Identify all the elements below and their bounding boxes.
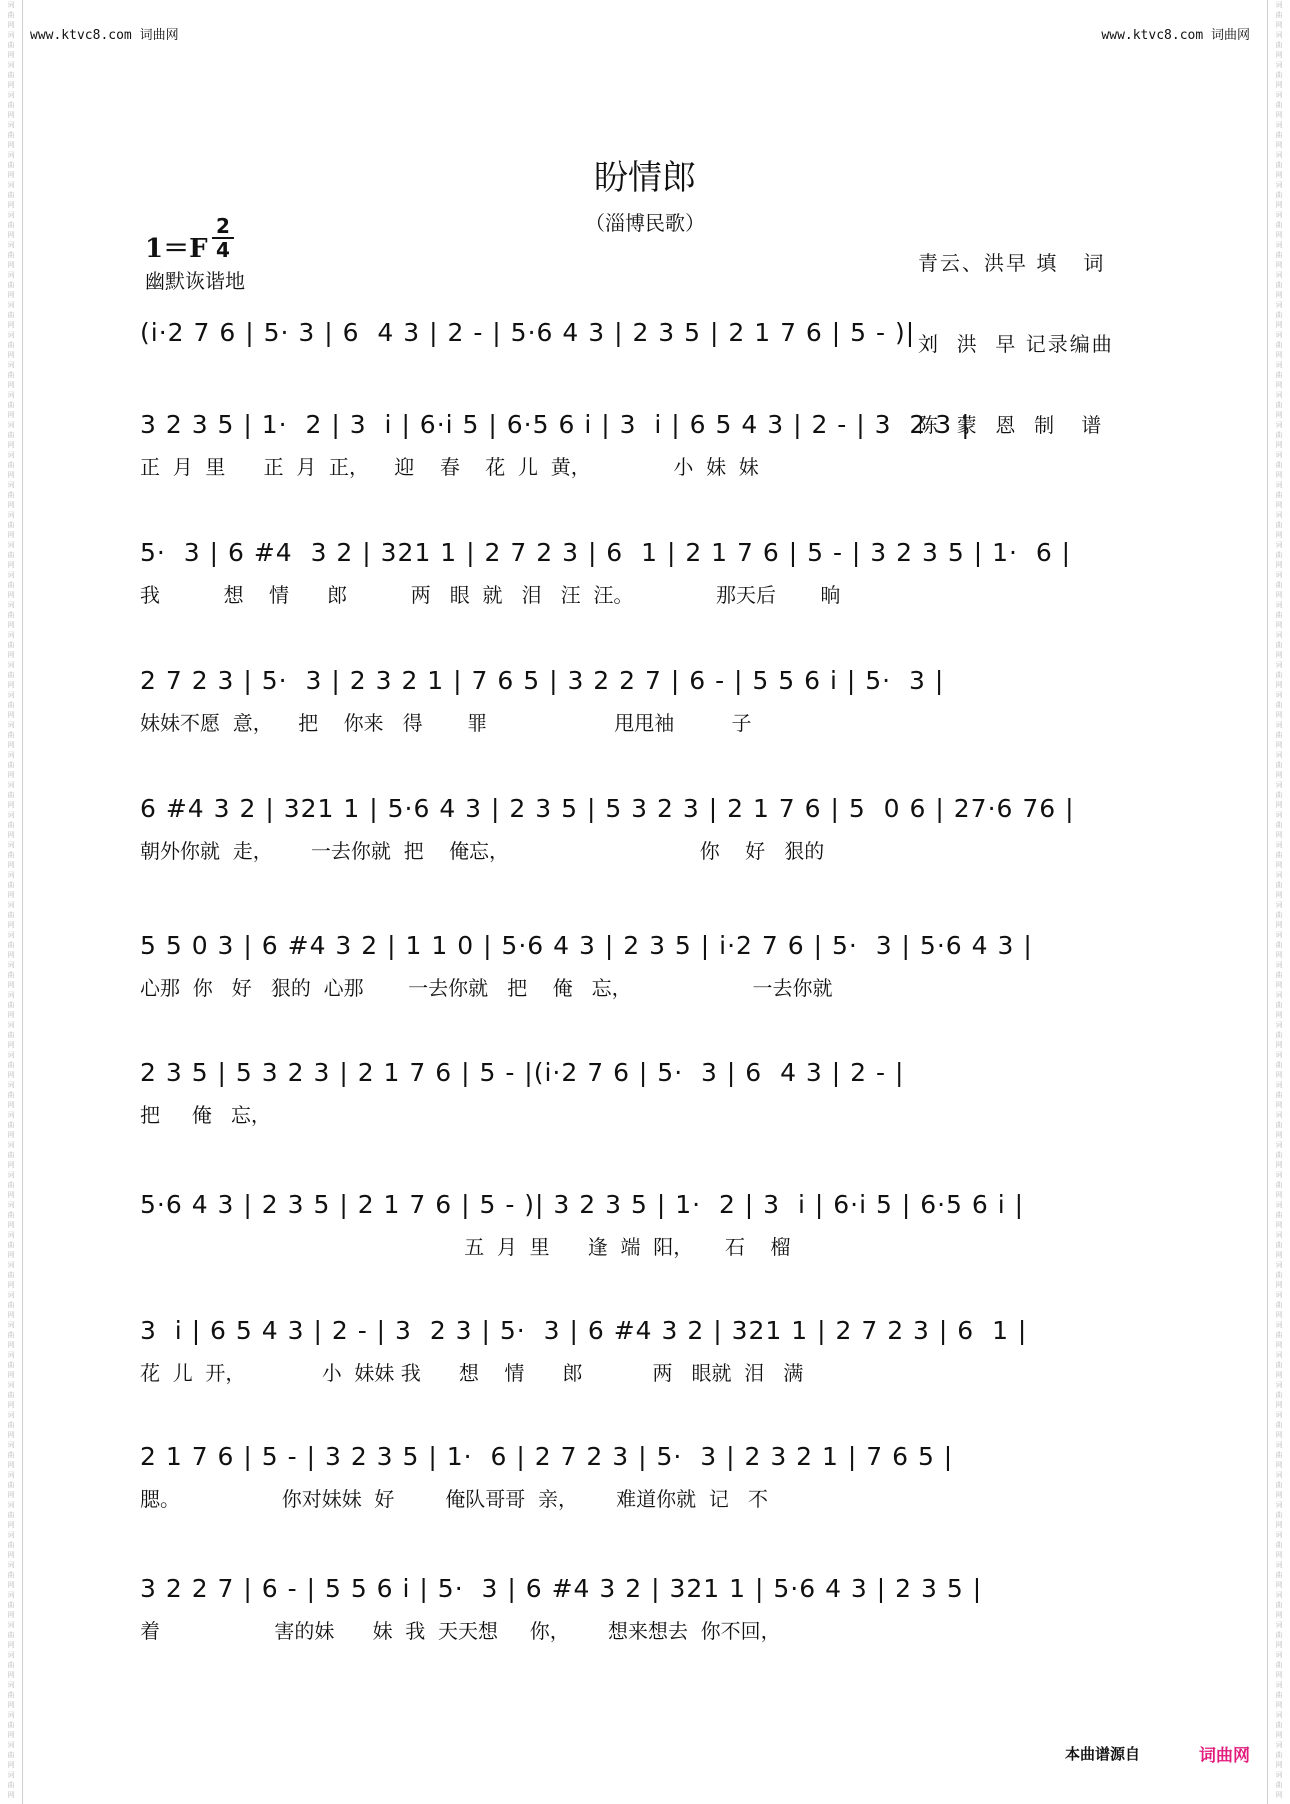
watermark-text: 词 曲 网 — [7, 1231, 15, 1259]
watermark-text: 词 曲 网 — [7, 61, 15, 89]
watermark-text: 词 曲 网 — [1275, 1591, 1283, 1619]
watermark-text: 词 曲 网 — [7, 361, 15, 389]
watermark-text: 词 曲 网 — [1275, 151, 1283, 179]
watermark-text: 词 曲 网 — [1275, 1741, 1283, 1769]
left-watermark-strip — [0, 0, 23, 1804]
watermark-text: 词 曲 网 — [7, 481, 15, 509]
notation-line: 6 #4 3 2 | 321 1 | 5·6 4 3 | 2 3 5 | 5 3 2 3 | 2 1 7 6 | 5 0 6 | 27·6 76 | — [140, 794, 1075, 823]
watermark-text: 词 曲 网 — [1275, 1441, 1283, 1469]
watermark-text: 词 曲 网 — [1275, 1501, 1283, 1529]
watermark-text: 词 曲 网 — [7, 1411, 15, 1439]
watermark-text: 词 曲 网 — [1275, 1171, 1283, 1199]
watermark-text: 词 曲 网 — [1275, 481, 1283, 509]
watermark-text: 词 曲 网 — [7, 451, 15, 479]
watermark-text: 词 曲 网 — [1275, 1771, 1283, 1799]
meter-bottom: 4 — [216, 238, 230, 262]
footer-site-logo[interactable]: 词曲网 — [1199, 1746, 1250, 1766]
watermark-text: 词 曲 网 — [7, 691, 15, 719]
watermark-text: 词 曲 网 — [1275, 841, 1283, 869]
watermark-text: 词 曲 网 — [7, 871, 15, 899]
notation-line: 5· 3 | 6 #4 3 2 | 321 1 | 2 7 2 3 | 6 1 | 2 1 7 6 | 5 - | 3 2 3 5 | 1· 6 | — [140, 538, 1072, 567]
watermark-text: 词 曲 网 — [7, 631, 15, 659]
credit-engraver: 陈 蒙 恩 制 谱 — [918, 413, 1104, 437]
watermark-text: 词 曲 网 — [1275, 1381, 1283, 1409]
watermark-text: 词 曲 网 — [7, 1711, 15, 1739]
notation-line: 2 1 7 6 | 5 - | 3 2 3 5 | 1· 6 | 2 7 2 3 | 5· 3 | 2 3 2 1 | 7 6 5 | — [140, 1442, 954, 1471]
watermark-text: 词 曲 网 — [7, 901, 15, 929]
watermark-text: 词 曲 网 — [1275, 1261, 1283, 1289]
watermark-text: 词 曲 网 — [7, 1351, 15, 1379]
watermark-text: 词 曲 网 — [1275, 571, 1283, 599]
notation-line: 5·6 4 3 | 2 3 5 | 2 1 7 6 | 5 - )| 3 2 3 5 | 1· 2 | 3 i | 6·i 5 | 6·5 6 i | — [140, 1190, 1025, 1219]
notation-line: 3 2 2 7 | 6 - | 5 5 6 i | 5· 3 | 6 #4 3 2 | 321 1 | 5·6 4 3 | 2 3 5 | — [140, 1574, 983, 1603]
watermark-text: 词 曲 网 — [1275, 1411, 1283, 1439]
watermark-text: 词 曲 网 — [7, 1111, 15, 1139]
watermark-text: 词 曲 网 — [1275, 1, 1283, 29]
watermark-text: 词 曲 网 — [7, 721, 15, 749]
watermark-text: 词 曲 网 — [7, 541, 15, 569]
watermark-text: 词 曲 网 — [7, 571, 15, 599]
watermark-text: 词 曲 网 — [7, 241, 15, 269]
watermark-text: 词 曲 网 — [7, 1651, 15, 1679]
watermark-text: 词 曲 网 — [1275, 1231, 1283, 1259]
watermark-text: 词 曲 网 — [7, 271, 15, 299]
watermark-text: 词 曲 网 — [7, 931, 15, 959]
lyrics-line: 我 想 情 郎 两 眼 就 泪 汪 汪。 那天后 晌 — [140, 583, 841, 607]
watermark-text: 词 曲 网 — [1275, 781, 1283, 809]
watermark-text: 词 曲 网 — [7, 1021, 15, 1049]
song-subtitle: （淄博民歌） — [585, 211, 705, 235]
watermark-text: 词 曲 网 — [1275, 391, 1283, 419]
watermark-text: 词 曲 网 — [1275, 451, 1283, 479]
lyrics-line: 着 害的妹 妹 我 天天想 你， 想来想去 你不回， — [140, 1619, 781, 1643]
watermark-text: 词 曲 网 — [1275, 661, 1283, 689]
watermark-text: 词 曲 网 — [7, 211, 15, 239]
lyrics-line: 五 月 里 逢 端 阳， 石 榴 — [140, 1235, 791, 1259]
watermark-text: 词 曲 网 — [1275, 541, 1283, 569]
watermark-text: 词 曲 网 — [7, 331, 15, 359]
watermark-text: 词 曲 网 — [1275, 1051, 1283, 1079]
watermark-text: 词 曲 网 — [7, 181, 15, 209]
watermark-text: 词 曲 网 — [7, 1141, 15, 1169]
notation-line: 3 i | 6 5 4 3 | 2 - | 3 2 3 | 5· 3 | 6 #4 3 2 | 321 1 | 2 7 2 3 | 6 1 | — [140, 1316, 1028, 1345]
tempo-mood: 幽默诙谐地 — [145, 269, 245, 293]
watermark-text: 词 曲 网 — [1275, 751, 1283, 779]
time-signature — [212, 216, 234, 260]
notation-line: 2 7 2 3 | 5· 3 | 2 3 2 1 | 7 6 5 | 3 2 2 7 | 6 - | 5 5 6 i | 5· 3 | — [140, 666, 945, 695]
lyrics-line: 心那 你 好 狠的 心那 一去你就 把 俺 忘， 一去你就 — [140, 976, 833, 1000]
lyrics-line: 正 月 里 正 月 正， 迎 春 花 儿 黄， 小 妹 妹 — [140, 455, 759, 479]
watermark-text: 词 曲 网 — [1275, 91, 1283, 119]
watermark-text: 词 曲 网 — [1275, 811, 1283, 839]
watermark-text: 词 曲 网 — [1275, 1141, 1283, 1169]
watermark-text: 词 曲 网 — [1275, 961, 1283, 989]
watermark-text: 词 曲 网 — [1275, 301, 1283, 329]
watermark-text: 词 曲 网 — [1275, 121, 1283, 149]
watermark-text: 词 曲 网 — [1275, 1321, 1283, 1349]
watermark-text: 词 曲 网 — [1275, 601, 1283, 629]
watermark-text: 词 曲 网 — [1275, 1081, 1283, 1109]
watermark-text: 词 曲 网 — [1275, 1531, 1283, 1559]
watermark-text: 词 曲 网 — [1275, 1351, 1283, 1379]
watermark-text: 词 曲 网 — [1275, 1621, 1283, 1649]
watermark-text: 词 曲 网 — [7, 1051, 15, 1079]
watermark-text: 词 曲 网 — [1275, 1681, 1283, 1709]
watermark-text: 词 曲 网 — [1275, 1471, 1283, 1499]
watermark-text: 词 曲 网 — [7, 1171, 15, 1199]
watermark-text: 词 曲 网 — [1275, 631, 1283, 659]
watermark-text: 词 曲 网 — [7, 1501, 15, 1529]
watermark-text: 词 曲 网 — [1275, 721, 1283, 749]
watermark-text: 词 曲 网 — [7, 811, 15, 839]
watermark-text: 词 曲 网 — [7, 31, 15, 59]
watermark-text: 词 曲 网 — [7, 91, 15, 119]
header-url-right[interactable]: www.ktvc8.com 词曲网 — [1101, 28, 1250, 43]
watermark-text: 词 曲 网 — [7, 1591, 15, 1619]
watermark-text: 词 曲 网 — [1275, 361, 1283, 389]
watermark-text: 词 曲 网 — [1275, 931, 1283, 959]
watermark-text: 词 曲 网 — [7, 1741, 15, 1769]
watermark-text: 词 曲 网 — [7, 1681, 15, 1709]
right-watermark-strip — [1267, 0, 1290, 1804]
watermark-text: 词 曲 网 — [1275, 61, 1283, 89]
watermark-text: 词 曲 网 — [1275, 511, 1283, 539]
watermark-text: 词 曲 网 — [1275, 31, 1283, 59]
watermark-text: 词 曲 网 — [1275, 1111, 1283, 1139]
notation-line: 3 2 3 5 | 1· 2 | 3 i | 6·i 5 | 6·5 6 i | 3 i | 6 5 4 3 | 2 - | 3 2 3 | — [140, 410, 971, 439]
watermark-text: 词 曲 网 — [7, 121, 15, 149]
header-url-left[interactable]: www.ktvc8.com 词曲网 — [30, 28, 179, 43]
watermark-text: 词 曲 网 — [7, 1081, 15, 1109]
lyrics-line: 把 俺 忘， — [140, 1103, 271, 1127]
watermark-text: 词 曲 网 — [7, 961, 15, 989]
watermark-text: 词 曲 网 — [7, 1441, 15, 1469]
watermark-text: 词 曲 网 — [1275, 871, 1283, 899]
watermark-text: 词 曲 网 — [7, 301, 15, 329]
notation-line: 2 3 5 | 5 3 2 3 | 2 1 7 6 | 5 - |(i·2 7 6 | 5· 3 | 6 4 3 | 2 - | — [140, 1058, 905, 1087]
watermark-text: 词 曲 网 — [7, 781, 15, 809]
watermark-text: 词 曲 网 — [7, 1561, 15, 1589]
watermark-text: 词 曲 网 — [1275, 181, 1283, 209]
lyrics-line: 妹妹不愿 意， 把 你来 得 罪 甩甩袖 子 — [140, 711, 752, 735]
watermark-text: 词 曲 网 — [7, 1, 15, 29]
lyrics-line: 朝外你就 走， 一去你就 把 俺忘， 你 好 狠的 — [140, 839, 825, 863]
watermark-text: 词 曲 网 — [7, 421, 15, 449]
notation-line: 5 5 0 3 | 6 #4 3 2 | 1 1 0 | 5·6 4 3 | 2 3 5 | i·2 7 6 | 5· 3 | 5·6 4 3 | — [140, 931, 1033, 960]
watermark-text: 词 曲 网 — [1275, 1201, 1283, 1229]
notation-line: (i·2 7 6 | 5· 3 | 6 4 3 | 2 - | 5·6 4 3 | 2 3 5 | 2 1 7 6 | 5 - )| — [140, 318, 916, 347]
watermark-text: 词 曲 网 — [7, 601, 15, 629]
watermark-text: 词 曲 网 — [1275, 211, 1283, 239]
watermark-text: 词 曲 网 — [7, 841, 15, 869]
watermark-text: 词 曲 网 — [1275, 901, 1283, 929]
watermark-text: 词 曲 网 — [1275, 1651, 1283, 1679]
watermark-text: 词 曲 网 — [1275, 1021, 1283, 1049]
meter-top: 2 — [216, 214, 230, 238]
watermark-text: 词 曲 网 — [1275, 1561, 1283, 1589]
lyrics-line: 腮。 你对妹妹 好 俺队哥哥 亲， 难道你就 记 不 — [140, 1487, 768, 1511]
watermark-text: 词 曲 网 — [1275, 241, 1283, 269]
watermark-text: 词 曲 网 — [1275, 271, 1283, 299]
watermark-text: 词 曲 网 — [7, 1381, 15, 1409]
watermark-text: 词 曲 网 — [7, 391, 15, 419]
watermark-text: 词 曲 网 — [7, 511, 15, 539]
watermark-text: 词 曲 网 — [7, 1471, 15, 1499]
watermark-text: 词 曲 网 — [7, 751, 15, 779]
credit-lyricist: 青云、洪早 填 词 — [918, 251, 1106, 275]
lyrics-line: 花 儿 开， 小 妹妹 我 想 情 郎 两 眼就 泪 满 — [140, 1361, 804, 1385]
song-title: 盼情郎 — [594, 158, 696, 198]
watermark-text: 词 曲 网 — [7, 1531, 15, 1559]
watermark-text: 词 曲 网 — [7, 1291, 15, 1319]
watermark-text: 词 曲 网 — [7, 1201, 15, 1229]
watermark-text: 词 曲 网 — [1275, 1291, 1283, 1319]
footer-source-label: 本曲谱源自 — [1064, 1745, 1140, 1763]
watermark-text: 词 曲 网 — [1275, 331, 1283, 359]
key-signature: 1＝F — [145, 234, 208, 264]
watermark-text: 词 曲 网 — [1275, 1711, 1283, 1739]
watermark-text: 词 曲 网 — [7, 991, 15, 1019]
watermark-text: 词 曲 网 — [7, 151, 15, 179]
watermark-text: 词 曲 网 — [7, 1321, 15, 1349]
watermark-text: 词 曲 网 — [1275, 991, 1283, 1019]
watermark-text: 词 曲 网 — [7, 661, 15, 689]
watermark-text: 词 曲 网 — [7, 1621, 15, 1649]
watermark-text: 词 曲 网 — [7, 1261, 15, 1289]
watermark-text: 词 曲 网 — [7, 1771, 15, 1799]
watermark-text: 词 曲 网 — [1275, 421, 1283, 449]
credit-arranger: 刘 洪 早 记录编曲 — [918, 332, 1114, 356]
watermark-text: 词 曲 网 — [1275, 691, 1283, 719]
